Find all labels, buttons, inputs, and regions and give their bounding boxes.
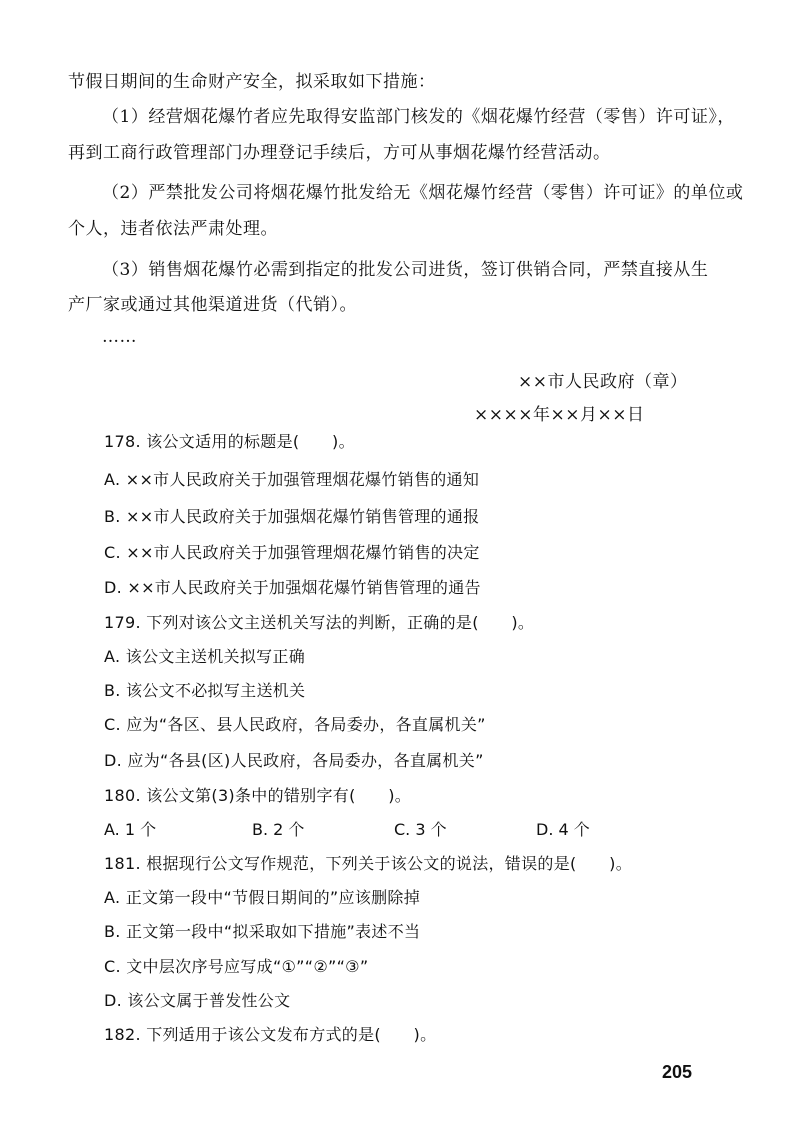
paragraph-line-7: 产厂家或通过其他渠道进货（代销）。	[68, 295, 357, 315]
question-180-option-c[interactable]: C. 3 个	[394, 820, 447, 839]
question-179-option-c[interactable]: C. 应为“各区、县人民政府，各局委办，各直属机关”	[104, 715, 486, 734]
paragraph-line-3: 再到工商行政管理部门办理登记手续后，方可从事烟花爆竹经营活动。	[68, 143, 611, 163]
question-178-option-b[interactable]: B. ××市人民政府关于加强烟花爆竹销售管理的通报	[104, 507, 480, 526]
question-179-option-a[interactable]: A. 该公文主送机关拟写正确	[104, 647, 306, 666]
question-179-stem: 179. 下列对该公文主送机关写法的判断，正确的是( )。	[104, 613, 535, 632]
paragraph-line-1: 节假日期间的生命财产安全，拟采取如下措施：	[68, 72, 436, 92]
question-181-option-d[interactable]: D. 该公文属于普发性公文	[104, 991, 291, 1010]
page-number: 205	[661, 1062, 692, 1082]
question-178-option-a[interactable]: A. ××市人民政府关于加强管理烟花爆竹销售的通知	[104, 470, 480, 489]
paragraph-line-4: （2）严禁批发公司将烟花爆竹批发给无《烟花爆竹经营（零售）许可证》的单位或	[102, 183, 744, 203]
question-180-stem: 180. 该公文第(3)条中的错别字有( )。	[104, 786, 412, 805]
issuing-authority: ××市人民政府（章）	[518, 372, 688, 392]
issue-date: ××××年××月××日	[474, 405, 645, 425]
question-178-option-d[interactable]: D. ××市人民政府关于加强烟花爆竹销售管理的通告	[104, 578, 481, 597]
question-181-option-a[interactable]: A. 正文第一段中“节假日期间的”应该删除掉	[104, 888, 421, 907]
question-179-option-b[interactable]: B. 该公文不必拟写主送机关	[104, 681, 306, 700]
paragraph-line-2: （1）经营烟花爆竹者应先取得安监部门核发的《烟花爆竹经营（零售）许可证》，	[102, 107, 735, 127]
question-180-option-a[interactable]: A. 1 个	[104, 820, 157, 839]
question-178-stem: 178. 该公文适用的标题是( )。	[104, 432, 355, 451]
ellipsis: ……	[102, 327, 137, 347]
paragraph-line-6: （3）销售烟花爆竹必需到指定的批发公司进货，签订供销合同，严禁直接从生	[102, 260, 709, 280]
question-181-stem: 181. 根据现行公文写作规范，下列关于该公文的说法，错误的是( )。	[104, 854, 632, 873]
question-180-option-d[interactable]: D. 4 个	[536, 820, 590, 839]
question-181-option-c[interactable]: C. 文中层次序号应写成“①”“②”“③”	[104, 957, 369, 976]
question-179-option-d[interactable]: D. 应为“各县(区)人民政府，各局委办，各直属机关”	[104, 751, 484, 770]
question-178-option-c[interactable]: C. ××市人民政府关于加强管理烟花爆竹销售的决定	[104, 543, 480, 562]
question-181-option-b[interactable]: B. 正文第一段中“拟采取如下措施”表述不当	[104, 922, 421, 941]
question-180-option-b[interactable]: B. 2 个	[252, 820, 305, 839]
paragraph-line-5: 个人，违者依法严肃处理。	[68, 219, 278, 239]
question-182-stem: 182. 下列适用于该公文发布方式的是( )。	[104, 1025, 437, 1044]
